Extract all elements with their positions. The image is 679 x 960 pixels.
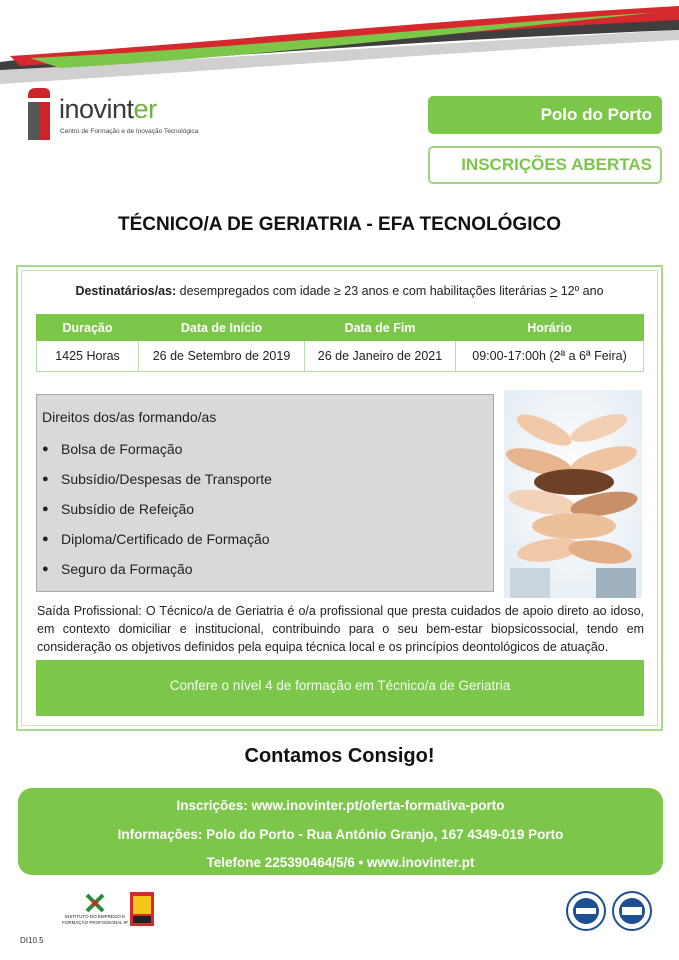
logo-wordmark	[59, 94, 157, 125]
career-description: Saída Profissional: O Técnico/a de Geriatria é o/a profissional que presta cuidados de apoio direto ao idoso, em contexto domiciliar e institucional, contribuindo para o seu bem-estar biopsicossocial, tendo em consideração os objetivos definidos pela equipa técnica local e os princípios deontológicos de atuação.	[37, 604, 644, 654]
audience-ge-symbol: >	[549, 284, 558, 298]
inovinter-logo	[26, 84, 199, 144]
list-item	[42, 439, 272, 469]
schedule-table	[36, 314, 644, 372]
slogan: Contamos Consigo!	[244, 745, 435, 767]
registration-link[interactable]: Inscrições: www.inovinter.pt/oferta-formativa-porto	[176, 798, 505, 813]
course-title: TÉCNICO/A DE GERIATRIA - EFA TECNOLÓGICO	[118, 214, 561, 235]
table-row	[37, 341, 644, 372]
logo-i-mark-icon	[26, 84, 54, 140]
certification-seals-icon	[566, 890, 656, 932]
right-label: Subsídio/Despesas de Transporte	[61, 471, 272, 487]
registration-status-badge: INSCRIÇÕES ABERTAS	[428, 146, 662, 184]
contact-panel	[18, 788, 663, 875]
list-item	[42, 529, 272, 559]
list-item	[42, 469, 272, 499]
logo-wordmark-suffix: er	[133, 94, 157, 124]
rights-list	[42, 439, 272, 589]
right-label: Seguro da Formação	[61, 561, 193, 577]
bullet-icon: ●	[42, 503, 49, 515]
stacked-hands-photo	[504, 390, 642, 598]
phone-website[interactable]: Telefone 225390464/5/6 • www.inovinter.pt	[206, 855, 475, 870]
cell-schedule: 09:00-17:00h (2ª a 6ª Feira)	[456, 341, 644, 372]
iefp-mark-icon	[84, 892, 106, 914]
info-address: Informações: Polo do Porto - Rua António Granjo, 167 4349-019 Porto	[117, 827, 564, 842]
header-start-date: Data de Início	[139, 315, 305, 341]
logo-tagline: Centro de Formação e de Inovação Tecnológica	[60, 128, 199, 135]
iefp-logo	[60, 892, 130, 932]
header-duration: Duração	[37, 315, 139, 341]
document-code: DI10.5	[20, 936, 44, 945]
schedule-header-row	[37, 315, 644, 341]
audience-label: Destinatários/as:	[75, 284, 177, 298]
cotp-logo-icon	[130, 892, 154, 926]
bullet-icon: ●	[42, 533, 49, 545]
rights-title: Direitos dos/as formando/as	[42, 409, 217, 425]
list-item	[42, 559, 272, 589]
right-label: Diploma/Certificado de Formação	[61, 531, 270, 547]
audience-level: 12º ano	[560, 284, 604, 298]
logo-wordmark-prefix: inovint	[59, 94, 134, 124]
cell-end-date: 26 de Janeiro de 2021	[305, 341, 456, 372]
cell-duration: 1425 Horas	[37, 341, 139, 372]
audience-line	[0, 284, 679, 298]
bullet-icon: ●	[42, 443, 49, 455]
qualification-banner: Confere o nível 4 de formação em Técnico/a de Geriatria	[36, 660, 644, 716]
right-label: Subsídio de Refeição	[61, 501, 195, 517]
audience-text: desempregados com idade ≥ 23 anos e com habilitações literárias	[179, 284, 547, 298]
cell-start-date: 26 de Setembro de 2019	[139, 341, 305, 372]
location-badge: Polo do Porto	[428, 96, 662, 134]
header-end-date: Data de Fim	[305, 315, 456, 341]
list-item	[42, 499, 272, 529]
bullet-icon: ●	[42, 473, 49, 485]
bullet-icon: ●	[42, 563, 49, 575]
trainee-rights-box	[36, 394, 494, 592]
iefp-text: INSTITUTO DO EMPREGO E FORMAÇÃO PROFISSIONAL IP	[62, 914, 128, 925]
right-label: Bolsa de Formação	[61, 441, 183, 457]
header-schedule: Horário	[456, 315, 644, 341]
